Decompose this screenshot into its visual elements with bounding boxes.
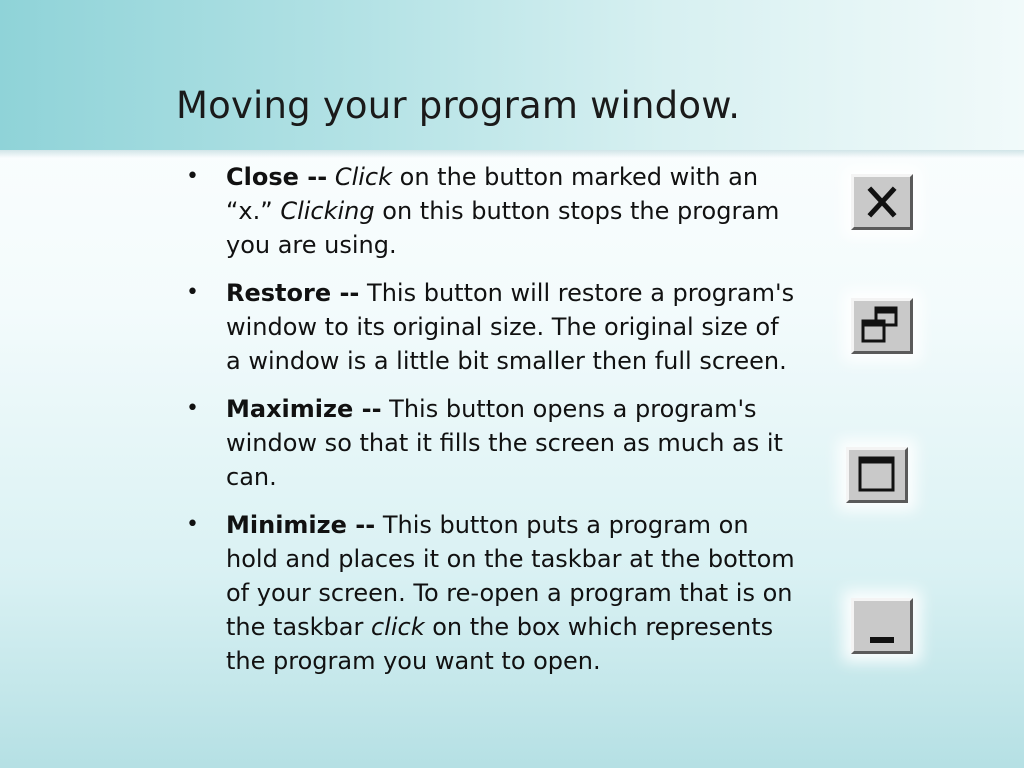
minimize-button-image — [851, 598, 913, 654]
bullet-term: Minimize -- — [226, 511, 376, 539]
slide-title: Moving your program window. — [176, 84, 741, 127]
bullet-text: This button will restore a program's window to its original size. The original size of a window is a little bit smaller then full screen. — [226, 279, 795, 375]
restore-button-image — [851, 298, 913, 354]
bullet-term: Close -- — [226, 163, 328, 191]
restore-icon — [854, 301, 910, 351]
bullet-text: on the button marked with an “x.” — [226, 163, 759, 225]
close-button-image — [851, 174, 913, 230]
bullet-term: Maximize -- — [226, 395, 382, 423]
header-band — [0, 0, 1024, 150]
bullet-minimize — [186, 508, 796, 678]
bullet-text: This button opens a program's window so that it fills the screen as much as it can. — [226, 395, 783, 491]
bullet-text: on this button stops the program you are using. — [226, 197, 780, 259]
close-x-icon — [854, 177, 910, 227]
bullet-text-italic: click — [370, 613, 425, 641]
bullet-text: on the box which represents the program you want to open. — [226, 613, 774, 675]
bullet-term: Restore -- — [226, 279, 360, 307]
header-divider — [0, 150, 1024, 158]
minimize-icon — [854, 601, 910, 651]
bullet-text: This button puts a program on hold and places it on the taskbar at the bottom of your screen. To re-open a program that is on the taskbar — [226, 511, 795, 641]
maximize-icon — [849, 450, 905, 500]
bullet-close — [186, 160, 796, 262]
bullet-text-italic: Clicking — [280, 197, 375, 225]
maximize-button-image — [846, 447, 908, 503]
bullet-restore — [186, 276, 796, 378]
bullet-text-italic: Click — [334, 163, 392, 191]
bullet-list — [186, 160, 796, 692]
bullet-text — [327, 163, 335, 191]
bullet-maximize — [186, 392, 796, 494]
